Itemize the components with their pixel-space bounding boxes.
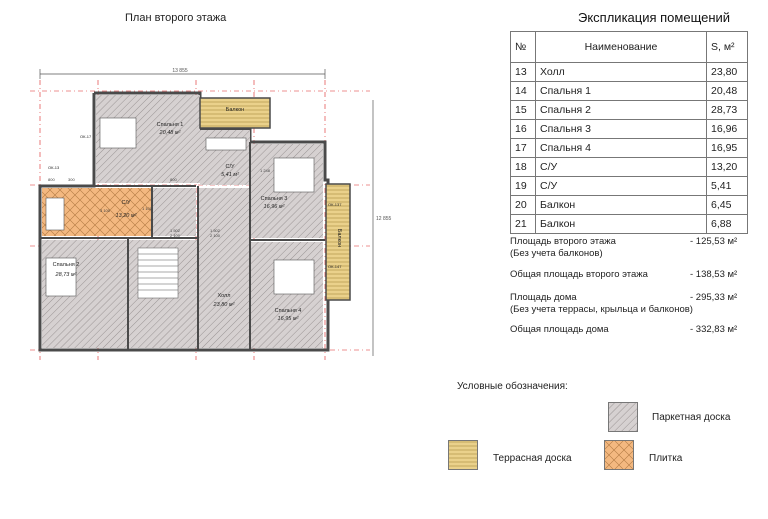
total-floor-label: Общая площадь второго этажа — [510, 269, 648, 280]
cell-area: 5,41 — [707, 177, 748, 196]
room-area: 20,48 м² — [159, 130, 181, 136]
table-row — [511, 158, 748, 177]
cell-number: 13 — [511, 63, 536, 82]
cell-area: 28,73 — [707, 101, 748, 120]
dim-text: 800 — [170, 177, 177, 182]
room-label: С/У — [225, 164, 235, 170]
side-dimension — [373, 100, 392, 356]
cell-name: Холл — [536, 63, 707, 82]
cell-name: С/У — [536, 158, 707, 177]
cell-area: 20,48 — [707, 82, 748, 101]
legend-label-terrace: Террасная доска — [493, 453, 572, 464]
table-row — [511, 101, 748, 120]
room-label: Балкон — [336, 228, 342, 248]
room-area: 5,41 м² — [221, 172, 239, 178]
dim-text: 1 248 — [260, 168, 271, 173]
total-floor-value: - 138,53 м² — [690, 269, 738, 280]
room-balcony-1 — [200, 98, 270, 128]
cell-number: 14 — [511, 82, 536, 101]
total-house-label: Общая площадь дома — [510, 324, 609, 335]
table-row — [511, 139, 748, 158]
window-tag: ОК-147 — [328, 264, 342, 269]
floor-area-note: (Без учета балконов) — [510, 248, 603, 259]
cell-name: Балкон — [536, 196, 707, 215]
room-label: Балкон — [225, 107, 245, 113]
cell-number: 15 — [511, 101, 536, 120]
room-label: С/У — [121, 200, 131, 206]
dim-text: 2 100 — [210, 233, 221, 238]
table-row — [511, 196, 748, 215]
house-area-note: (Без учета террасы, крыльца и балконов) — [510, 304, 693, 315]
cell-area: 6,88 — [707, 215, 748, 234]
cell-name: Спальня 1 — [536, 82, 707, 101]
room-label: Спальня 2 — [52, 262, 80, 268]
cell-number: 20 — [511, 196, 536, 215]
cell-number: 19 — [511, 177, 536, 196]
table-row — [511, 177, 748, 196]
room-label: Холл — [217, 293, 231, 299]
table-header-row — [511, 32, 748, 63]
cell-number: 18 — [511, 158, 536, 177]
table-row — [511, 120, 748, 139]
room-bedroom-4 — [250, 242, 323, 348]
legend-label-parquet: Паркетная доска — [652, 412, 731, 423]
cell-area: 16,95 — [707, 139, 748, 158]
cell-name: Балкон — [536, 215, 707, 234]
legend-swatch-parquet — [608, 402, 638, 432]
room-label: Спальня 4 — [274, 308, 302, 314]
dim-text: 2 100 — [170, 233, 181, 238]
cell-area: 23,80 — [707, 63, 748, 82]
table-row — [511, 215, 748, 234]
room-hall — [198, 188, 250, 348]
total-house-value: - 332,83 м² — [690, 324, 738, 335]
col-area: S, м² — [707, 32, 748, 63]
overall-dimension — [40, 68, 325, 79]
legend-title: Условные обозначения: — [457, 381, 568, 392]
stairs — [138, 248, 178, 298]
cell-number: 17 — [511, 139, 536, 158]
cell-name: С/У — [536, 177, 707, 196]
floor-area-label: Площадь второго этажа — [510, 236, 616, 247]
room-area: 13,20 м² — [115, 213, 137, 219]
room-area: 16,96 м² — [263, 204, 285, 210]
room-label: Спальня 1 — [156, 122, 184, 128]
explication-title: Экспликация помещений — [578, 10, 731, 25]
room-label: Спальня 3 — [260, 196, 288, 202]
room-area: 28,73 м² — [55, 272, 77, 278]
window-tag: ОК-13 — [48, 165, 60, 170]
dim-text: 300 — [68, 177, 75, 182]
dim-text: 1 100 — [142, 206, 153, 211]
floor-area-value: - 125,53 м² — [690, 236, 738, 247]
cell-area: 6,45 — [707, 196, 748, 215]
plan-title: План второго этажа — [125, 12, 227, 24]
window-tag: ОК-137 — [328, 202, 342, 207]
cell-number: 21 — [511, 215, 536, 234]
dim-text: 1 502 — [210, 228, 221, 233]
house-area-label: Площадь дома — [510, 292, 577, 303]
cell-area: 13,20 — [707, 158, 748, 177]
col-number: № — [511, 32, 536, 63]
explication-table — [510, 31, 748, 234]
cell-area: 16,96 — [707, 120, 748, 139]
table-row — [511, 63, 748, 82]
overall-dim-label: 13 855 — [172, 68, 188, 74]
room-area: 23,80 м² — [213, 302, 235, 308]
cell-name: Спальня 3 — [536, 120, 707, 139]
cell-number: 16 — [511, 120, 536, 139]
side-dim-label: 12 855 — [376, 216, 392, 222]
dim-text: 3 100 — [100, 208, 111, 213]
legend-swatch-tile — [604, 440, 634, 470]
legend-swatch-terrace — [448, 440, 478, 470]
legend-label-tile: Плитка — [649, 453, 683, 464]
cell-name: Спальня 4 — [536, 139, 707, 158]
dim-text: 1 502 — [170, 228, 181, 233]
col-name: Наименование — [536, 32, 707, 63]
window-tag: ОК-17 — [80, 134, 92, 139]
room-area: 16,95 м² — [277, 316, 299, 322]
house-area-value: - 295,33 м² — [690, 292, 738, 303]
floor-plan — [30, 60, 392, 365]
table-row — [511, 82, 748, 101]
dim-text: 800 — [48, 177, 55, 182]
cell-name: Спальня 2 — [536, 101, 707, 120]
